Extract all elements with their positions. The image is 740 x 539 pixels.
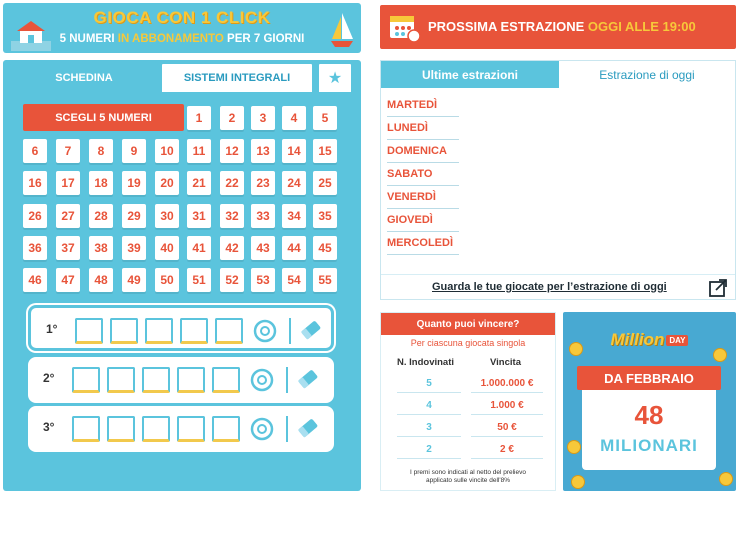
divider xyxy=(286,367,288,393)
number-31[interactable]: 31 xyxy=(187,204,211,228)
table-row xyxy=(381,375,555,395)
play-label: 3° xyxy=(43,420,55,434)
matches-value: 2 xyxy=(397,441,461,459)
number-51[interactable]: 51 xyxy=(187,268,211,292)
matches-value: 3 xyxy=(397,419,461,437)
number-22[interactable]: 22 xyxy=(220,171,244,195)
eraser-icon[interactable] xyxy=(297,316,325,344)
number-7[interactable]: 7 xyxy=(56,139,80,163)
tab-sistemi-integrali[interactable]: SISTEMI INTEGRALI xyxy=(160,62,314,94)
play-row[interactable] xyxy=(28,406,334,452)
number-32[interactable]: 32 xyxy=(220,204,244,228)
winnings-note: I premi sono indicati al netto del prelievo applicato sulle vincite dell'8% xyxy=(410,469,526,485)
promo-subtitle: 5 NUMERI IN ABBONAMENTO PER 7 GIORNI xyxy=(59,33,305,45)
number-27[interactable]: 27 xyxy=(56,204,80,228)
ticket-card xyxy=(3,60,361,539)
number-5[interactable]: 5 xyxy=(313,106,337,130)
play-row[interactable] xyxy=(28,357,334,403)
coin-icon xyxy=(713,348,727,362)
draws-footer xyxy=(381,274,735,299)
number-slot[interactable] xyxy=(212,416,240,442)
number-16[interactable]: 16 xyxy=(23,171,47,195)
number-1[interactable]: 1 xyxy=(187,106,211,130)
number-23[interactable]: 23 xyxy=(251,171,275,195)
table-row xyxy=(381,441,555,461)
number-12[interactable]: 12 xyxy=(220,139,244,163)
number-slot[interactable] xyxy=(145,318,173,344)
star-icon: ★ xyxy=(327,70,343,87)
tab-today-draw[interactable]: Estrazione di oggi xyxy=(559,61,735,88)
number-26[interactable]: 26 xyxy=(23,204,47,228)
winnings-header xyxy=(381,357,555,373)
million-day-logo: Million DAY xyxy=(563,330,736,350)
number-18[interactable]: 18 xyxy=(89,171,113,195)
number-47[interactable]: 47 xyxy=(56,268,80,292)
tab-schedina[interactable]: SCHEDINA xyxy=(10,62,158,94)
play-label: 2° xyxy=(43,371,55,385)
number-slot[interactable] xyxy=(177,367,205,393)
plus-icon[interactable]: + xyxy=(330,527,342,539)
matches-value: 5 xyxy=(397,375,461,393)
calendar-icon xyxy=(388,12,420,42)
number-53[interactable]: 53 xyxy=(251,268,275,292)
info-icon[interactable]: i xyxy=(33,521,46,534)
coin-icon xyxy=(571,475,585,489)
pick-numbers-label: SCEGLI 5 NUMERI xyxy=(23,104,184,131)
number-15[interactable]: 15 xyxy=(313,139,337,163)
number-slot[interactable] xyxy=(110,318,138,344)
draw-day-item[interactable]: MARTEDÌ xyxy=(387,94,459,117)
play-label: 1° xyxy=(46,322,58,336)
number-36[interactable]: 36 xyxy=(23,236,47,260)
matches-value: 4 xyxy=(397,397,461,415)
number-48[interactable]: 48 xyxy=(89,268,113,292)
winnings-subtitle: Per ciascuna giocata singola xyxy=(410,338,526,348)
draw-day-item[interactable]: MERCOLEDÌ xyxy=(387,232,459,255)
number-28[interactable]: 28 xyxy=(89,204,113,228)
number-slot[interactable] xyxy=(75,318,103,344)
promo-banner[interactable] xyxy=(3,3,361,53)
millionaires-count: 48 xyxy=(634,400,664,430)
column-header-matches: N. Indovinati xyxy=(397,357,454,368)
number-4[interactable]: 4 xyxy=(282,106,306,130)
number-45[interactable]: 45 xyxy=(313,236,337,260)
number-49[interactable]: 49 xyxy=(122,268,146,292)
next-draw-banner xyxy=(380,5,736,49)
promo-date: DA FEBBRAIO xyxy=(577,366,721,390)
number-9[interactable]: 9 xyxy=(122,139,146,163)
add-play-link[interactable]: AGGIUNGI GIOCATA xyxy=(219,527,327,539)
number-slot[interactable] xyxy=(72,367,100,393)
column-header-prize: Vincita xyxy=(490,357,521,368)
table-row xyxy=(381,419,555,439)
play-row[interactable] xyxy=(28,305,334,351)
number-2[interactable]: 2 xyxy=(220,106,244,130)
number-slot[interactable] xyxy=(142,416,170,442)
coin-icon xyxy=(719,472,733,486)
draw-day-item[interactable]: DOMENICA xyxy=(387,140,459,163)
draws-panel xyxy=(380,60,736,300)
divider xyxy=(289,318,291,344)
number-slot[interactable] xyxy=(177,416,205,442)
number-52[interactable]: 52 xyxy=(220,268,244,292)
draw-day-item[interactable]: VENERDÌ xyxy=(387,186,459,209)
tab-favorites[interactable] xyxy=(317,62,353,94)
prize-value: 2 € xyxy=(471,441,543,459)
number-38[interactable]: 38 xyxy=(89,236,113,260)
number-slot[interactable] xyxy=(107,367,135,393)
boat-icon xyxy=(329,11,355,51)
refresh-icon[interactable] xyxy=(252,318,278,344)
number-14[interactable]: 14 xyxy=(282,139,306,163)
number-11[interactable]: 11 xyxy=(187,139,211,163)
number-29[interactable]: 29 xyxy=(122,204,146,228)
number-19[interactable]: 19 xyxy=(122,171,146,195)
number-50[interactable]: 50 xyxy=(155,268,179,292)
draw-day-item[interactable]: LUNEDÌ xyxy=(387,117,459,140)
number-34[interactable]: 34 xyxy=(282,204,306,228)
table-row xyxy=(381,397,555,417)
number-35[interactable]: 35 xyxy=(313,204,337,228)
number-slot[interactable] xyxy=(212,367,240,393)
number-33[interactable]: 33 xyxy=(251,204,275,228)
number-6[interactable]: 6 xyxy=(23,139,47,163)
number-slot[interactable] xyxy=(72,416,100,442)
eraser-icon[interactable] xyxy=(294,365,322,393)
number-8[interactable]: 8 xyxy=(89,139,113,163)
eraser-icon[interactable] xyxy=(294,414,322,442)
promo-card xyxy=(582,390,716,470)
draw-day-item[interactable]: SABATO xyxy=(387,163,459,186)
refresh-icon[interactable] xyxy=(249,367,275,393)
draw-days-list xyxy=(387,94,459,255)
external-link-icon[interactable] xyxy=(709,279,727,297)
prize-value: 1.000 € xyxy=(471,397,543,415)
number-slot[interactable] xyxy=(215,318,243,344)
million-day-promo[interactable] xyxy=(563,312,736,491)
number-24[interactable]: 24 xyxy=(282,171,306,195)
number-39[interactable]: 39 xyxy=(122,236,146,260)
my-plays-link[interactable]: Guarda le tue giocate per l’estrazione di oggi xyxy=(432,281,667,293)
draw-day-item[interactable]: GIOVEDÌ xyxy=(387,209,459,232)
number-43[interactable]: 43 xyxy=(251,236,275,260)
winnings-title: Quanto puoi vincere? xyxy=(381,313,555,335)
number-3[interactable]: 3 xyxy=(251,106,275,130)
millionaires-label: MILIONARI xyxy=(600,436,698,455)
number-40[interactable]: 40 xyxy=(155,236,179,260)
prize-value: 1.000.000 € xyxy=(471,375,543,393)
number-20[interactable]: 20 xyxy=(155,171,179,195)
winnings-table xyxy=(380,312,556,491)
number-slot[interactable] xyxy=(142,367,170,393)
number-25[interactable]: 25 xyxy=(313,171,337,195)
number-37[interactable]: 37 xyxy=(56,236,80,260)
number-21[interactable]: 21 xyxy=(187,171,211,195)
divider xyxy=(286,416,288,442)
number-13[interactable]: 13 xyxy=(251,139,275,163)
next-draw-text: PROSSIMA ESTRAZIONE OGGI ALLE 19:00 xyxy=(428,19,696,34)
number-10[interactable]: 10 xyxy=(155,139,179,163)
coin-icon xyxy=(567,440,581,454)
number-55[interactable]: 55 xyxy=(313,268,337,292)
number-slot[interactable] xyxy=(180,318,208,344)
number-17[interactable]: 17 xyxy=(56,171,80,195)
prize-value: 50 € xyxy=(471,419,543,437)
refresh-icon[interactable] xyxy=(249,416,275,442)
number-30[interactable]: 30 xyxy=(155,204,179,228)
number-54[interactable]: 54 xyxy=(282,268,306,292)
promo-title: GIOCA CON 1 CLICK xyxy=(93,8,271,27)
number-41[interactable]: 41 xyxy=(187,236,211,260)
number-slot[interactable] xyxy=(107,416,135,442)
number-44[interactable]: 44 xyxy=(282,236,306,260)
number-46[interactable]: 46 xyxy=(23,268,47,292)
number-42[interactable]: 42 xyxy=(220,236,244,260)
tab-last-draws[interactable]: Ultime estrazioni xyxy=(381,61,559,88)
